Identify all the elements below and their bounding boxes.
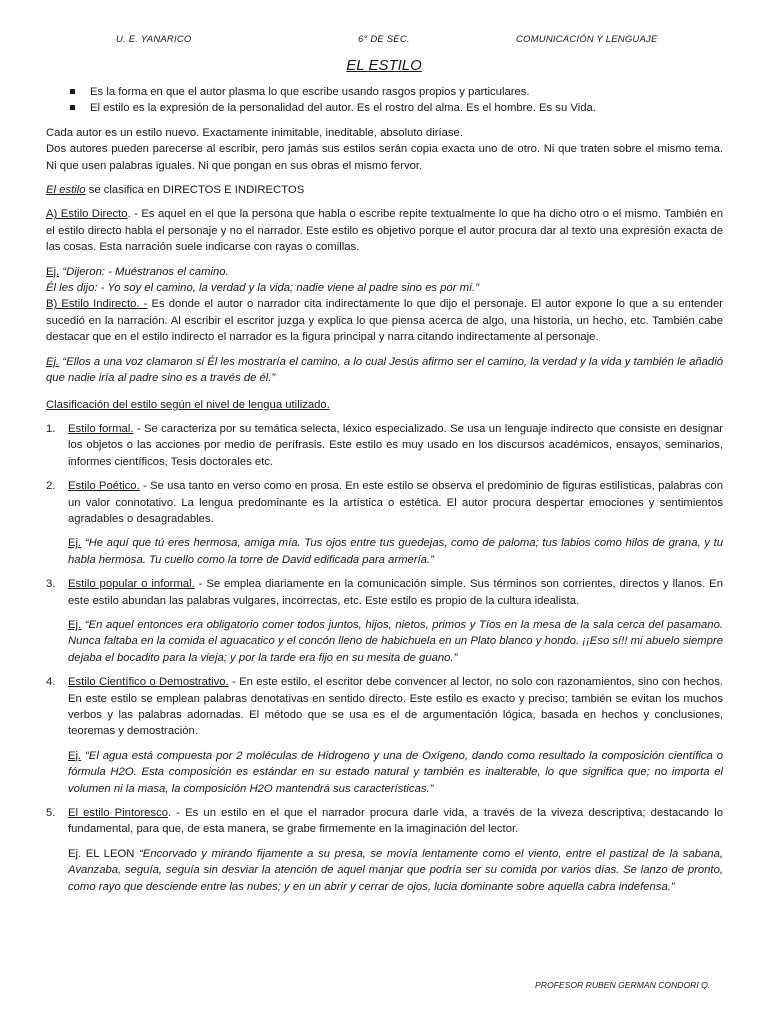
level-description (68, 421, 723, 470)
example-label: Ej. (46, 265, 60, 278)
bullet-item: Es la forma en que el autor plasma lo que escribe usando rasgos propios y particulares. (46, 84, 723, 100)
level-description (68, 805, 723, 838)
example-label: Ej. (68, 749, 82, 762)
level-number: 3. (46, 578, 56, 591)
intro-paragraph: Cada autor es un estilo nuevo. Exactamente inimitable, ineditable, absoluto diríase. (46, 126, 463, 139)
level-description (68, 674, 723, 740)
level-text: - Se emplea diariamente en la comunicación simple. Sus términos son corrientes, directos y llanos. En este estilo abundan las palabras vulgares, incorrectas, etc. Este estilo es propio de la cultura idealista. (68, 578, 724, 607)
classification-rest: se clasifica en DIRECTOS E INDIRECTOS (85, 184, 305, 197)
direct-style-label: A) Estilo Directo (46, 208, 128, 221)
direct-style-paragraph (46, 206, 723, 255)
example-text: “En aquel entonces era obligatorio comer todos juntos, hijos, nietos, primos y Tíos en la mesa de la sala cerca del pasamano. Nunca faltaba en la comida el aguacatico y el concón lleno de habichuela en un Plato blanco y hondo. ¡¡Eso sí!! mi abuelo siempre dejaba el bocadito para la vieja; y por la tarde era fijo en su mesita de guano.” (68, 618, 723, 664)
level-text: - Se caracteriza por su temática selecta, léxico especializado. Se usa un lenguaje indirecto que consiste en designar los objetos o las acciones por medio de perífrasis. Este estilo es muy usado en los discursos académicos, ensayos, seminarios, informes científicos, Tesis doctorales etc. (68, 422, 723, 468)
example-label: Ej. (68, 537, 82, 550)
level-item (46, 576, 723, 666)
level-text: - En este estilo, el escritor debe convencer al lector, no solo con razonamientos, sino con hechos. En este estilo se emplean palabras denotativas en sentido directo. Este estilo es exacto y preciso; también se evitan los muchos verbos y las palabras adornadas. El método que se usa es el de argumentación lógica, basada en hechos y conclusiones, teoremas y demostración. (68, 676, 723, 738)
level-label: Estilo Científico o Demostrativo. (68, 676, 229, 689)
level-number: 5. (46, 807, 56, 820)
example-label: Ej. (46, 355, 60, 368)
level-example (68, 535, 723, 568)
levels-list (46, 421, 723, 895)
example-label: Ej. (68, 618, 82, 631)
footer-author: PROFESOR RUBEN GERMAN CONDORI Q. (535, 980, 711, 990)
level-description (68, 576, 723, 609)
level-item (46, 478, 723, 568)
document-body (46, 84, 723, 895)
header-school: U. E. YANARICO (116, 34, 192, 45)
level-text: - Se usa tanto en verso como en prosa. En este estilo se observa el predominio de figuras estilísticas, palabras con un valor connotativo. La lengua predominante es la artística o estética. El autor procura despertar emociones y sentimientos agradables o desagradables. (68, 480, 723, 525)
level-description (68, 478, 723, 527)
indirect-style-text: Es donde el autor o narrador cita indirectamente lo que dijo el personaje. El autor expone lo que a su entender sucedió en la narración. Al escribir el escritor juzga y explica lo que piensa acerca de algo, una historia, un hecho, etc. También cabe destacar que en el estilo indirecto el narrador es la figura principal y narra citando indirectamente al personaje. (46, 298, 723, 344)
example-label: Ej. EL LEON (68, 847, 135, 860)
bullet-item: El estilo es la expresión de la personalidad del autor. Es el rostro del alma. Es el hombre. Es su Vida. (46, 100, 723, 116)
level-label: Estilo Poético. (68, 480, 140, 493)
level-item (46, 421, 723, 470)
classification-lead: El estilo (46, 184, 86, 197)
header-subject: COMUNICACIÓN Y LENGUAJE (516, 34, 658, 45)
example-line: Él les dijo: - Yo soy el camino, la verdad y la vida; nadie viene al padre sino es por mí.” (46, 282, 480, 295)
level-example (68, 748, 723, 797)
direct-style-text: . - Es aquel en el que la persona que habla o escribe repite textualmente lo que ha dicho otro o el mismo. También en el estilo directo habla el personaje y no el narrador. Este estilo es objetivo porque el autor procura dar al texto una expresión exacta de las cosas. Esta narración suele indicarse con rayas o comillas. (46, 208, 723, 254)
level-label: Estilo formal. (68, 422, 134, 435)
levels-title: Clasificación del estilo según el nivel de lengua utilizado. (46, 398, 330, 411)
indirect-style-paragraph (46, 296, 723, 345)
indirect-example (46, 354, 723, 387)
level-number: 2. (46, 480, 56, 493)
intro-paragraph: Dos autores pueden parecerse al escribir, pero jamás sus estilos serán copia exacta uno de otro. Ni que traten sobre el mismo tema. Ni que usen palabras iguales. Ni que pongan en sus obras el mismo fervor. (46, 143, 723, 172)
level-label: Estilo popular o informal. (68, 578, 195, 591)
level-number: 4. (46, 676, 56, 689)
level-item (46, 674, 723, 797)
example-line: “Dijeron: - Muéstranos el camino. (59, 265, 229, 278)
level-number: 1. (46, 422, 56, 435)
header-grade: 6° DE SEC. (358, 34, 410, 45)
example-text: “Ellos a una voz clamaron si Él les mostraría el camino, a lo cual Jesús afirmo ser el camino, la verdad y la vida y también le añadió que nadie iría al padre sino es a través de él.” (46, 355, 723, 385)
definition-bullets (46, 84, 723, 117)
level-label: El estilo Pintoresco (68, 807, 169, 820)
classification-line (46, 182, 723, 198)
example-text: “He aquí que tú eres hermosa, amiga mía. Tus ojos entre tus guedejas, como de paloma; tus labios como hilos de grana, y tu habla hermosa. Tu cuello como la torre de David edificada para armería.” (68, 537, 723, 566)
level-item (46, 805, 723, 895)
level-text: . - Es un estilo en el que el narrador procura darle vida, a través de la viveza descriptiva; destacando lo fundamental, para que, de esta manera, se grabe firmemente en la imaginación del lector. (68, 807, 723, 836)
direct-example (46, 264, 723, 297)
example-text: “Encorvado y mirando fijamente a su presa, se movía lentamente como el viento, entre el pastizal de la sabana, Avanzaba, seguía, seguía sin desviar la atención de aquel manjar que podría ser su comida por varios días. Se lanzo de pronto, como rayo que desciende entre las nubes; y en un abrir y cerrar de ojos, lucia dominante sobre aquella cabra indefensa.” (68, 847, 723, 893)
level-example (68, 846, 723, 895)
level-example (68, 617, 723, 666)
example-text: “El agua está compuesta por 2 moléculas de Hidrogeno y una de Oxígeno, dando como resultado la composición científica o fórmula H2O. Esta composición es estándar en su estado natural y también es inalterable, lo que significa que; no importa el volumen ni la masa, la composición H2O mantendrá sus características.” (68, 749, 723, 795)
page-title: EL ESTILO (346, 57, 422, 74)
indirect-style-label: B) Estilo Indirecto. - (46, 298, 148, 311)
